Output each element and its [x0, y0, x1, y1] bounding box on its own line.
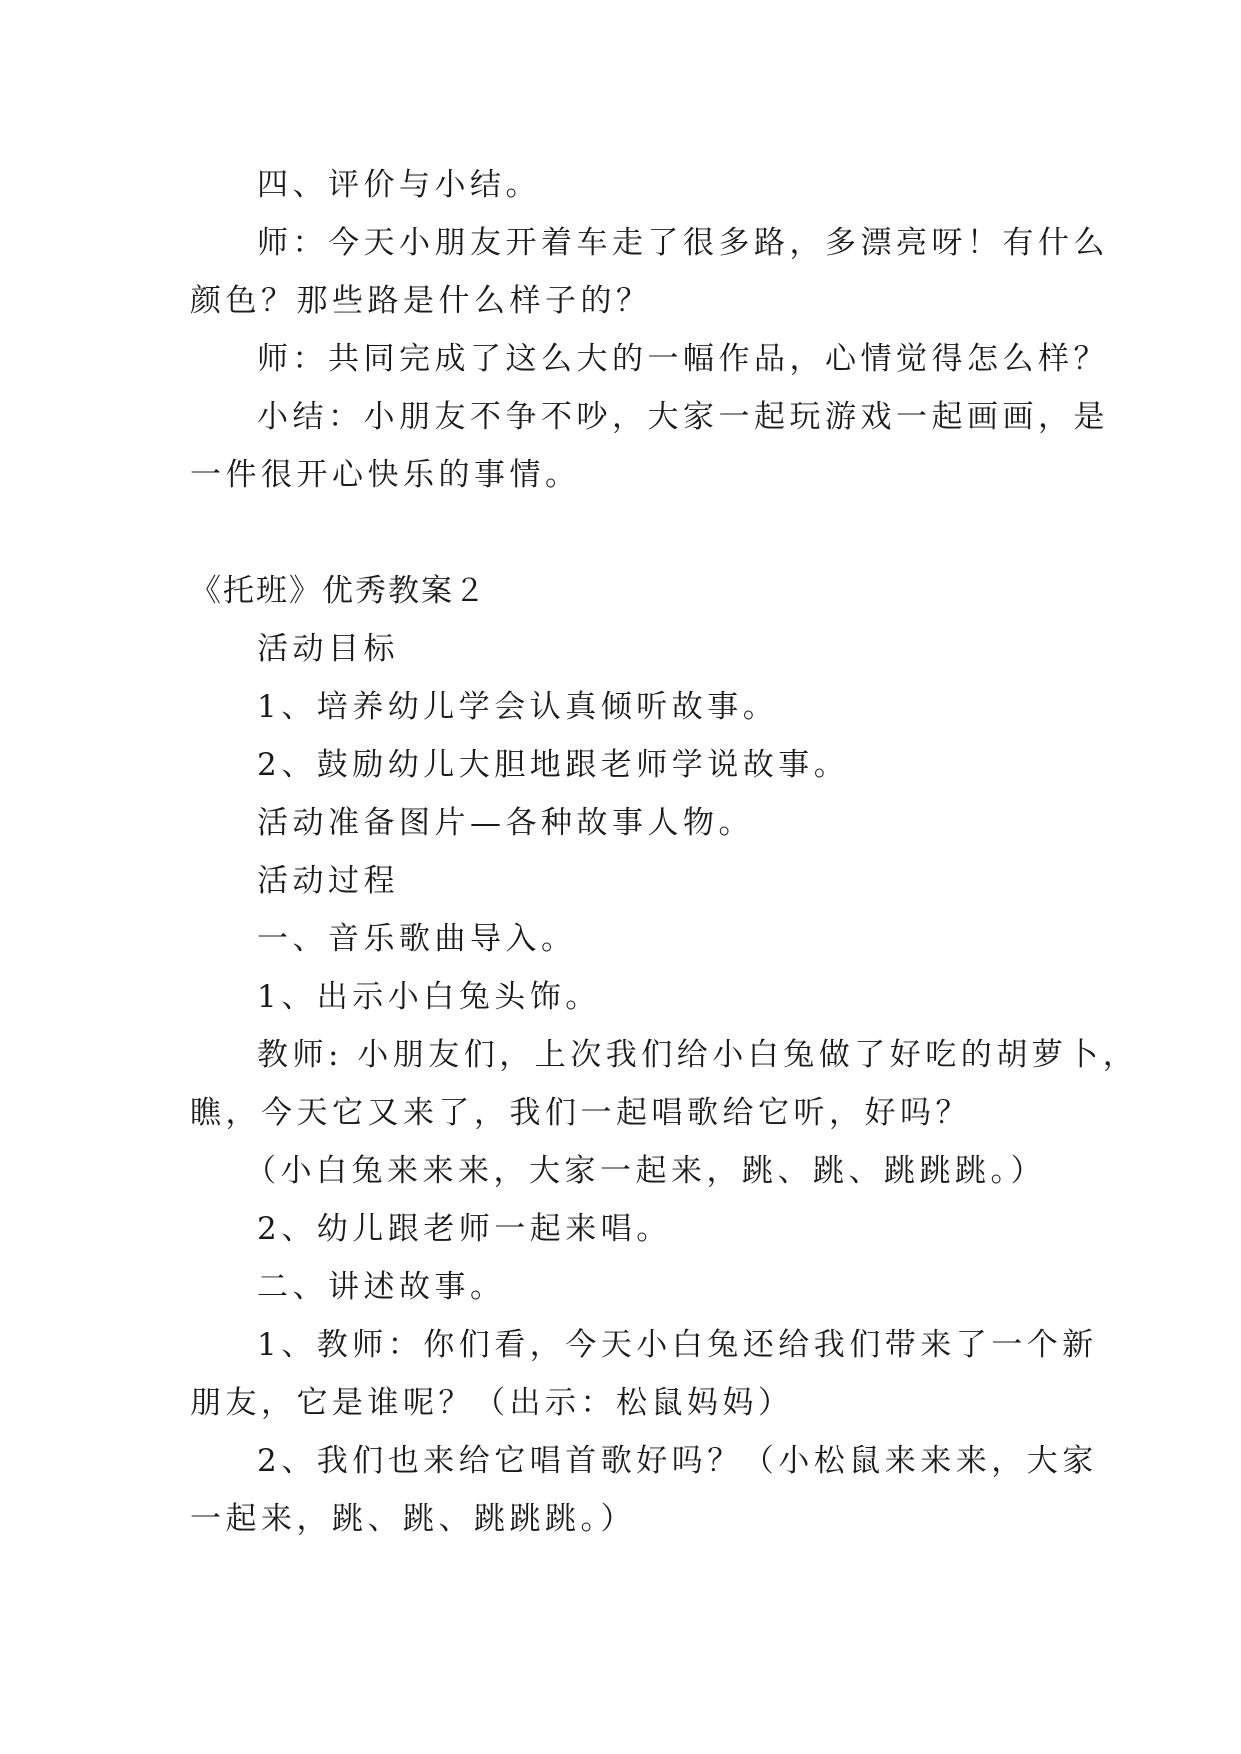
song-lyrics: （小白兔来来来，大家一起来，跳、跳、跳跳跳。） [245, 1153, 1046, 1189]
paragraph-line: 朋友，它是谁呢？（出示：松鼠妈妈） [190, 1385, 794, 1421]
paragraph-line: 师：共同完成了这么大的一幅作品，心情觉得怎么样？ [257, 341, 1109, 377]
paragraph-line: 活动准备图片—各种故事人物。 [257, 805, 754, 841]
lesson-plan-title: 《托班》优秀教案２ [190, 573, 487, 609]
list-item: 1、培养幼儿学会认真倾听故事。 [257, 689, 779, 725]
section-heading-process: 活动过程 [257, 863, 399, 899]
paragraph-line: 2、我们也来给它唱首歌好吗？（小松鼠来来来，大家 [257, 1443, 1098, 1479]
paragraph-line: 教师: 小朋友们，上次我们给小白兔做了好吃的胡萝卜， [257, 1037, 1139, 1073]
paragraph-line: 1、教师：你们看，今天小白兔还给我们带来了一个新 [257, 1327, 1098, 1363]
step-heading: 二、讲述故事。 [257, 1269, 506, 1305]
paragraph-line: 颜色？那些路是什么样子的？ [190, 283, 652, 319]
paragraph-line: 师：今天小朋友开着车走了很多路，多漂亮呀！有什么 [257, 225, 1109, 261]
step-heading: 一、音乐歌曲导入。 [257, 921, 577, 957]
list-item: 2、鼓励幼儿大胆地跟老师学说故事。 [257, 747, 850, 783]
paragraph-line: 瞧，今天它又来了，我们一起唱歌给它听，好吗？ [190, 1095, 971, 1131]
section-heading-goals: 活动目标 [257, 631, 399, 667]
list-item: 2、幼儿跟老师一起来唱。 [257, 1211, 672, 1247]
paragraph-line: 一件很开心快乐的事情。 [190, 457, 581, 493]
section-four-heading: 四、评价与小结。 [257, 167, 541, 203]
paragraph-line: 一起来，跳、跳、跳跳跳。） [190, 1501, 636, 1537]
paragraph-line: 小结：小朋友不争不吵，大家一起玩游戏一起画画，是 [257, 399, 1109, 435]
list-item: 1、出示小白兔头饰。 [257, 979, 601, 1015]
